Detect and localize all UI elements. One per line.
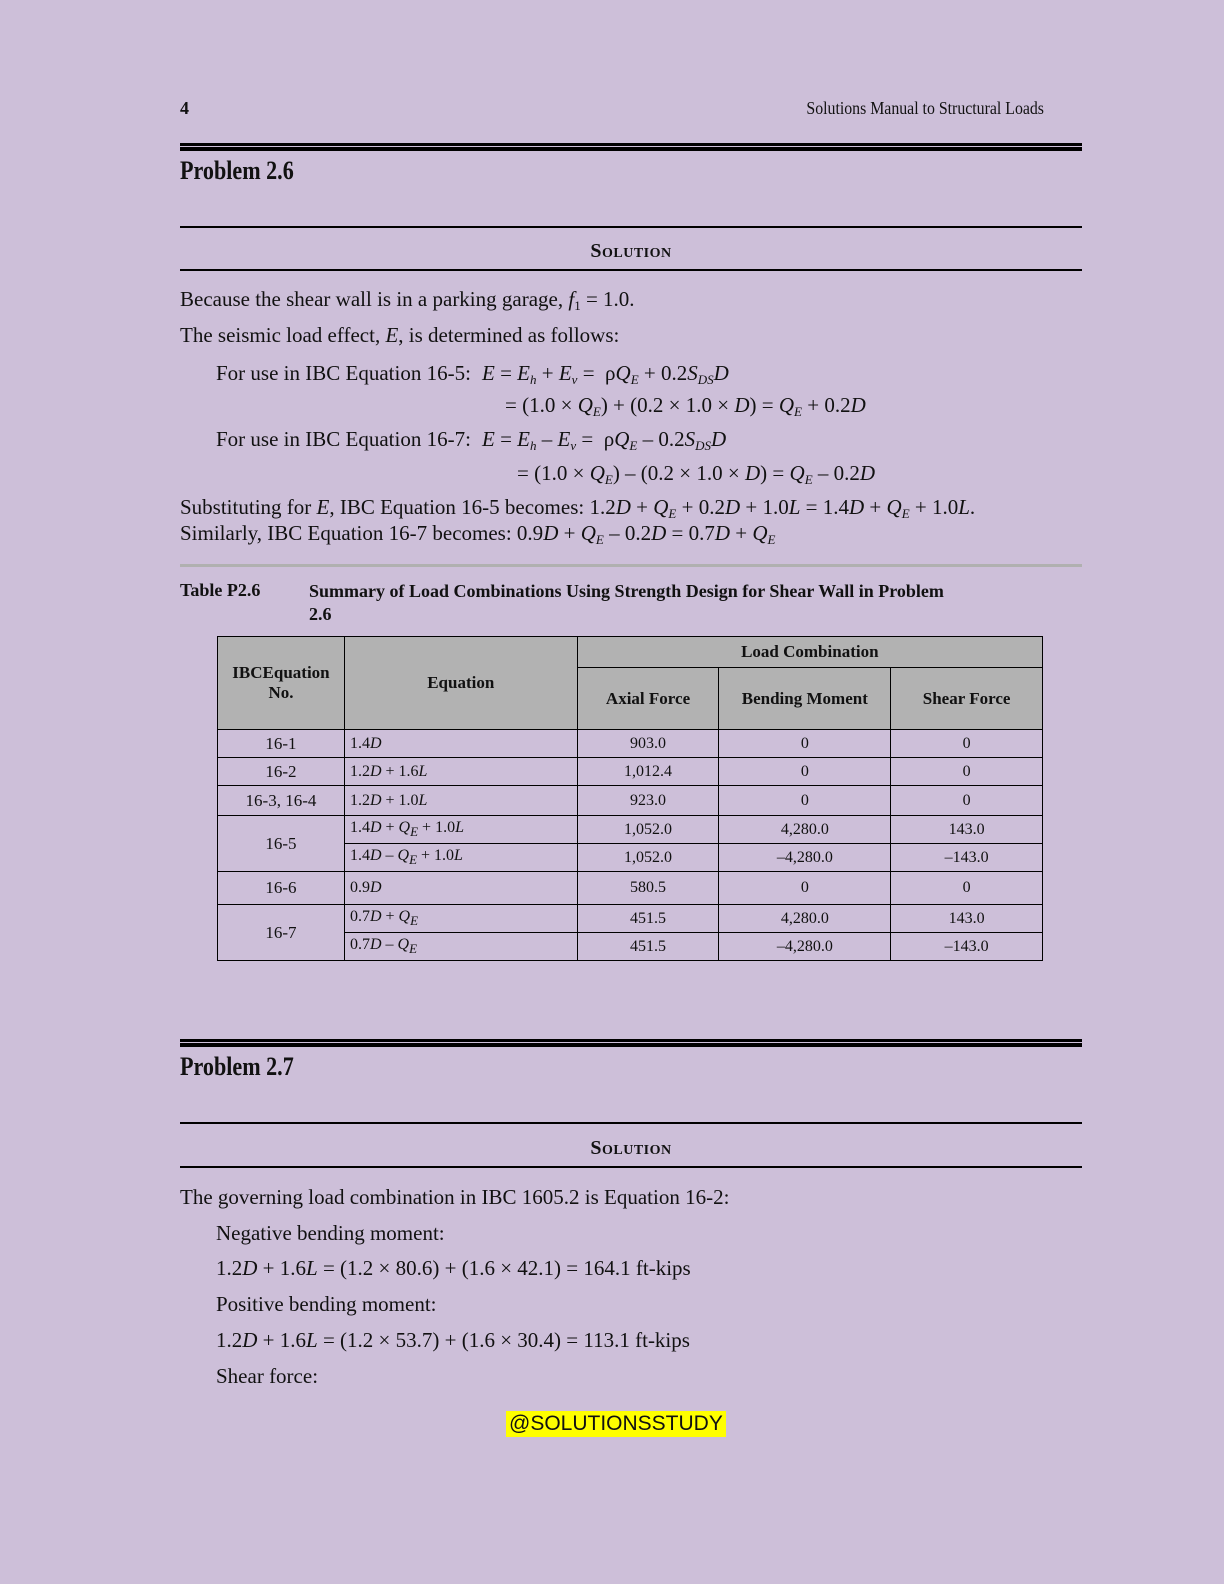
shear-cell: 143.0 <box>891 816 1043 844</box>
text: , is determined as follows: <box>398 323 620 347</box>
divider <box>180 1122 1082 1124</box>
text: = 1.0. <box>580 287 635 311</box>
equation-cell: 1.2D + 1.0L <box>344 786 577 816</box>
shear-cell: 143.0 <box>891 905 1043 933</box>
header-shear-force: Shear Force <box>891 668 1043 730</box>
eq-16-5-line-2: = $(1.0 \times Q_E) + (0.2 \times 1.0 \times D) = Q_E + 0.2D$ <box>505 393 866 419</box>
bending-cell: 0 <box>719 730 891 758</box>
shear-cell: –143.0 <box>891 933 1043 961</box>
table-row <box>218 816 1043 844</box>
eq-no-cell: 16-7 <box>218 905 345 961</box>
eq-16-7-label: For use in IBC Equation 16-7: <box>216 427 471 451</box>
eq-16-5-label: For use in IBC Equation 16-5: <box>216 361 471 385</box>
shear-cell: 0 <box>891 786 1043 816</box>
substitution-line-1: Substituting for E, IBC Equation 16-5 becomes: $1.2D + Q_E + 0.2D + 1.0L = 1.4D + Q_E + 1.0L$. <box>180 495 976 521</box>
eq-no-cell: 16-3, 16-4 <box>218 786 345 816</box>
table-row <box>218 758 1043 786</box>
load-combination-table <box>217 636 1043 961</box>
substitution-line-2: Similarly, IBC Equation 16-7 becomes: $0.9D + Q_E - 0.2D = 0.7D + Q_E$ <box>180 521 776 547</box>
bending-cell: –4,280.0 <box>719 933 891 961</box>
problem-27-title: Problem 2.7 <box>180 1052 294 1081</box>
axial-cell: 451.5 <box>577 905 719 933</box>
table-caption: Summary of Load Combinations Using Strength Design for Shear Wall in Problem 2.6 <box>309 581 944 624</box>
governing-combination-line: The governing load combination in IBC 1605.2 is Equation 16-2: <box>180 1185 730 1209</box>
var-f: f <box>568 287 575 311</box>
running-title: Solutions Manual to Structural Loads <box>806 98 1044 118</box>
shear-cell: 0 <box>891 872 1043 905</box>
equation-cell: $0.7D + Q_E$ <box>344 905 577 933</box>
header-load-combination: Load Combination <box>577 637 1042 668</box>
eq-no-cell: 16-6 <box>218 872 345 905</box>
negative-moment-eq: 1.2D + 1.6L = (1.2 × 80.6) + (1.6 × 42.1) = 164.1 ft-kips <box>216 1256 691 1280</box>
header-axial-force: Axial Force <box>577 668 719 730</box>
axial-cell: 1,052.0 <box>577 816 719 844</box>
equation-cell: 1.4D <box>344 730 577 758</box>
section-divider <box>180 143 1082 151</box>
table-row <box>218 905 1043 933</box>
problem-26-title: Problem 2.6 <box>180 156 294 185</box>
axial-cell: 451.5 <box>577 933 719 961</box>
eq-16-5-line-1: $E = E_h + E_v = \rho Q_E + 0.2S_{DS}D$ <box>482 361 729 387</box>
table-row <box>218 786 1043 816</box>
negative-moment-label: Negative bending moment: <box>216 1221 445 1245</box>
bending-cell: 0 <box>719 786 891 816</box>
bending-cell: 4,280.0 <box>719 905 891 933</box>
eq-16-7-line-1: $E = E_h - E_v = \rho Q_E - 0.2S_{DS}D$ <box>482 427 727 453</box>
header-equation: Equation <box>344 637 577 730</box>
equation-cell: $0.7D - Q_E$ <box>344 933 577 961</box>
equation-cell: 0.9D <box>344 872 577 905</box>
shear-cell: 0 <box>891 758 1043 786</box>
text: Because the shear wall is in a parking garage, <box>180 287 569 311</box>
watermark: @SOLUTIONSSTUDY <box>506 1411 726 1437</box>
divider <box>180 269 1082 271</box>
equation-cell: 1.2D + 1.6L <box>344 758 577 786</box>
header-bending-moment: Bending Moment <box>719 668 891 730</box>
solution-heading: Solution <box>590 240 672 262</box>
positive-moment-label: Positive bending moment: <box>216 1292 437 1316</box>
shear-cell: –143.0 <box>891 844 1043 872</box>
eq-no-cell: 16-2 <box>218 758 345 786</box>
divider <box>180 1166 1082 1168</box>
positive-moment-eq: 1.2D + 1.6L = (1.2 × 53.7) + (1.6 × 30.4) = 113.1 ft-kips <box>216 1328 690 1352</box>
intro-line-1 <box>180 287 635 314</box>
eq-no-cell: 16-5 <box>218 816 345 872</box>
divider <box>180 226 1082 228</box>
table-label: Table P2.6 <box>180 580 261 600</box>
table-row <box>218 872 1043 905</box>
axial-cell: 1,012.4 <box>577 758 719 786</box>
shear-force-label: Shear force: <box>216 1364 319 1388</box>
axial-cell: 580.5 <box>577 872 719 905</box>
intro-line-2 <box>180 323 619 348</box>
subscript: 1 <box>574 298 581 313</box>
var-e: E <box>385 323 399 347</box>
header-ibc-eq-no: IBCEquation No. <box>218 637 345 730</box>
table-row <box>218 730 1043 758</box>
section-divider <box>180 1039 1082 1047</box>
axial-cell: 903.0 <box>577 730 719 758</box>
axial-cell: 1,052.0 <box>577 844 719 872</box>
shear-cell: 0 <box>891 730 1043 758</box>
bending-cell: –4,280.0 <box>719 844 891 872</box>
equation-cell: $1.4D + Q_E + 1.0L$ <box>344 816 577 844</box>
page-number: 4 <box>180 98 189 118</box>
eq-no-cell: 16-1 <box>218 730 345 758</box>
bending-cell: 4,280.0 <box>719 816 891 844</box>
text: The seismic load effect, <box>180 323 386 347</box>
equation-cell: $1.4D - Q_E + 1.0L$ <box>344 844 577 872</box>
bending-cell: 0 <box>719 872 891 905</box>
axial-cell: 923.0 <box>577 786 719 816</box>
divider <box>180 564 1082 567</box>
eq-16-7-line-2: = $(1.0 \times Q_E) - (0.2 \times 1.0 \times D) = Q_E - 0.2D$ <box>517 461 876 487</box>
solution-heading: Solution <box>590 1137 672 1159</box>
bending-cell: 0 <box>719 758 891 786</box>
